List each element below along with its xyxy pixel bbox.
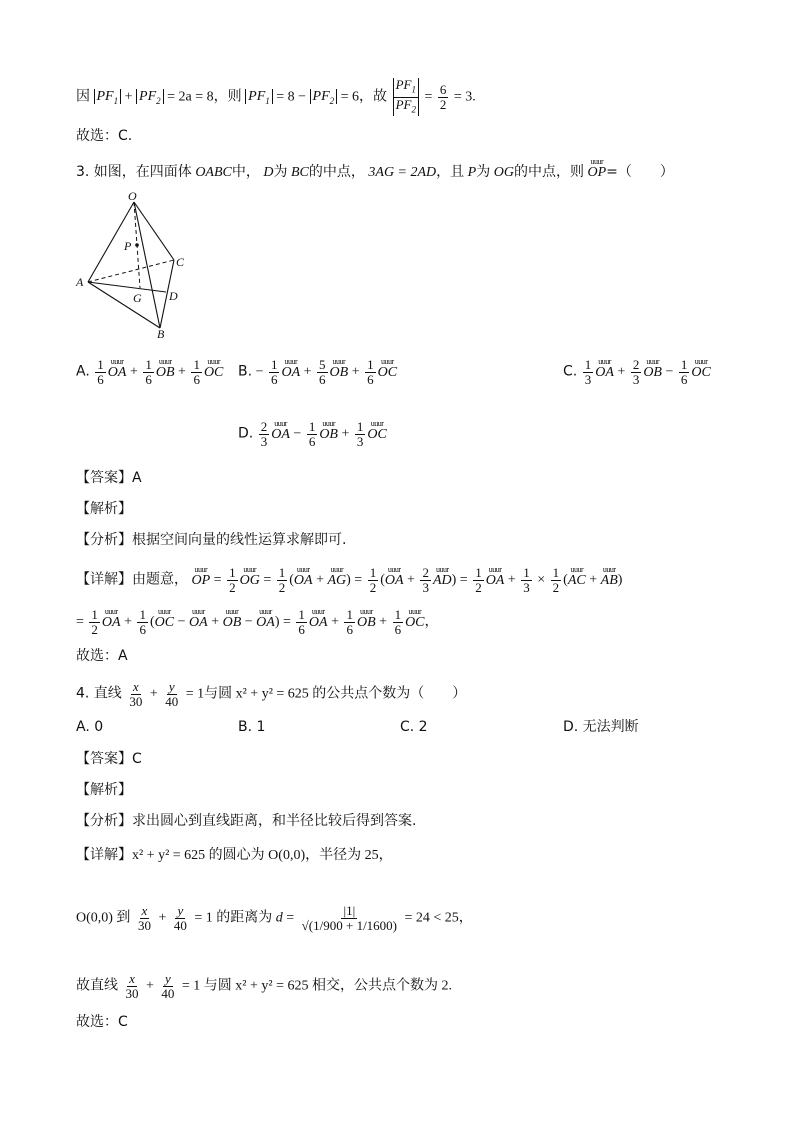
answer-3: 【答案】A [76, 470, 142, 486]
text: 4. 直线 [76, 685, 122, 702]
edge-ad [88, 282, 166, 292]
text: 3. 如图，在四面体 [76, 164, 192, 180]
label-p: P [124, 239, 132, 253]
denominator: 2 [439, 96, 447, 112]
q4-option-d[interactable]: D. 无法判断 [563, 719, 639, 735]
text: 因 [76, 89, 90, 105]
text: D [263, 165, 274, 180]
text: = 1 与圆 x² + y² = 625 相交，公共点个数为 2. [181, 978, 452, 994]
solution-2: 故选：C. [76, 128, 133, 144]
result-4: 故选：C [76, 1014, 128, 1030]
question-3-stem [76, 162, 674, 183]
result-3: 故选：A [76, 648, 128, 664]
text: =（ ） [606, 164, 674, 180]
option-label: A. [76, 363, 90, 380]
option-a[interactable]: A. $\frac{1}{6}$ uuur OA + $\frac{1}{6}$ uuur OB + $\frac{1}{6}$ uuur OC [76, 358, 223, 387]
vector-op: uuur OP [587, 163, 606, 183]
label-o: O [128, 190, 137, 203]
text: P [467, 165, 477, 180]
conclusion-4: 故直线 $\frac{x}{30}$ + $\frac{y}{40}$ = 1 与圆 x² + y² = 625 相交，公共点个数为 2. [76, 971, 452, 1001]
option-d[interactable]: D. $\frac{2}{3}$ uuur OA − $\frac{1}{6}$ uuur OB + $\frac{1}{3}$ uuur OC [238, 420, 387, 449]
numerator: 6 [439, 81, 447, 97]
edge-ac-hidden [88, 260, 174, 282]
text: = [424, 89, 433, 105]
tetrahedron-diagram [72, 190, 202, 340]
text: = 6，故 [340, 89, 388, 105]
label-a: A [76, 275, 84, 289]
text: 故直线 [76, 978, 118, 994]
text: = 3. [453, 89, 476, 105]
abs-pf2: $PF_2$ [136, 89, 164, 104]
point-p [135, 243, 139, 247]
abs-pf1: $PF_1$ [94, 89, 122, 104]
label-g: G [133, 291, 142, 305]
fraction [438, 83, 449, 112]
option-b[interactable]: B. − $\frac{1}{6}$ uuur OA + $\frac{5}{6}$ uuur OB + $\frac{1}{6}$ uuur OC [238, 358, 397, 387]
q4-option-c[interactable]: C. 2 [400, 719, 428, 735]
text: BC [291, 165, 309, 180]
text: 【详解】由题意， [76, 571, 188, 588]
text: ，且 [436, 164, 465, 180]
text: = 24 < 25， [404, 910, 473, 926]
q4-option-a[interactable]: A. 0 [76, 719, 104, 735]
text: 的中点， [308, 164, 365, 180]
option-label: B. [238, 363, 253, 380]
label-d: D [169, 289, 178, 303]
abs-pf2: $PF_2$ [310, 89, 338, 104]
fraction: $\frac{PF_1}{PF_2}$ [393, 78, 419, 116]
xiangjie-4: 【详解】x² + y² = 625 的圆心为 O(0,0)，半径为 25， [76, 848, 393, 863]
analysis-4: 【解析】 [76, 782, 132, 798]
label-c: C [176, 255, 185, 269]
text: = 2a = 8，则 [167, 89, 242, 105]
fenxi-4: 【分析】求出圆心到直线距离，和半径比较后得到答案. [76, 813, 417, 829]
text: 为 [273, 164, 288, 180]
abs-pf1: $PF_1$ [245, 89, 273, 104]
distance-line: O(0,0) 到 $\frac{x}{30}$ + $\frac{y}{40}$ = 1 的距离为 d = $\frac{|1|}{√(1/900 + 1/1600)}$ = 24 < 25， [76, 903, 473, 933]
text: = 8 − [276, 89, 307, 105]
edge-ab [88, 282, 160, 328]
option-label: D. [238, 425, 254, 442]
text: OG [493, 165, 514, 180]
answer-4: 【答案】C [76, 751, 142, 767]
analysis-3: 【解析】 [76, 501, 132, 517]
text: = 1与圆 x² + y² = 625 的公共点个数为（ ） [185, 686, 467, 702]
line-1: 因 $PF_1 + PF_2 = 2a = 8$，则 $PF_1 = 8 - PF_2 = 6$，故 $\frac{PF_1}{PF_2}$ = $\frac{6}{2}$ = 3. [76, 77, 476, 115]
xiangjie-3-line1: 【详解】由题意， uuur OP = $\frac{1}{2}$ uuur OG = $\frac{1}{2}$ (uuur OA + uuur AG) = $\frac{1}{2}$ (uuur OA + $\frac{2}{3}$ uuur AD) = $\frac{1}{2}$ uuur OA + $\frac{1}{3}$ × $\frac{1}{2}$ (uuur AC + uuur AB) [76, 566, 622, 595]
text: = 1 的距离为 [194, 910, 273, 926]
option-c[interactable]: C. $\frac{1}{3}$ uuur OA + $\frac{2}{3}$ uuur OB − $\frac{1}{6}$ uuur OC [563, 358, 711, 387]
text: 为 [476, 164, 491, 180]
question-4-stem: 4. 直线 $\frac{x}{30}$ + $\frac{y}{40}$ = 1与圆 x² + y² = 625 的公共点个数为（ ） [76, 679, 467, 709]
label-b: B [157, 327, 165, 340]
xiangjie-3-line2: = $\frac{1}{2}$ uuur OA + $\frac{1}{6}$ (uuur OC − uuur OA + uuur OB − uuur OA) = $\frac{1}{6}$ uuur OA + $\frac{1}{6}$ uuur OB + $\frac{1}{6}$ uuur OC， [76, 608, 439, 637]
vector-equation: 3AG = 2AD [368, 165, 437, 180]
fenxi-3: 【分析】根据空间向量的线性运算求解即可. [76, 532, 347, 548]
option-label: C. [563, 363, 578, 380]
q4-option-b[interactable]: B. 1 [238, 719, 266, 735]
text: 中， [231, 164, 260, 180]
text: O(0,0) 到 [76, 910, 131, 926]
text: OABC [195, 165, 232, 180]
text: 的中点，则 [513, 164, 584, 180]
